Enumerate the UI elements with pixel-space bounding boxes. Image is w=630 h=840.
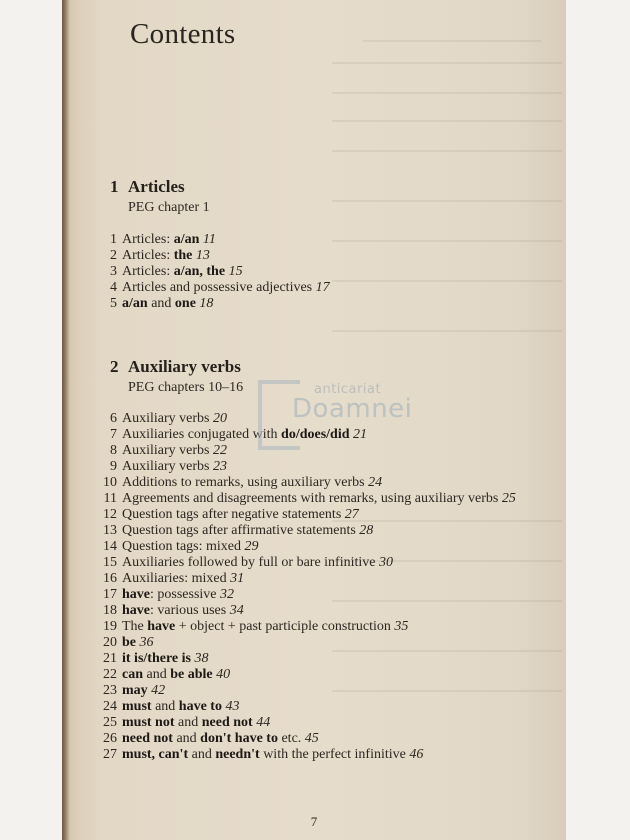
watermark-text-top: anticariat bbox=[314, 382, 382, 397]
contents-entry bbox=[92, 683, 552, 699]
entry-title bbox=[122, 667, 552, 683]
entry-number: 10 bbox=[103, 475, 117, 490]
entry-number: 22 bbox=[103, 667, 117, 682]
entry-number: 19 bbox=[103, 619, 117, 634]
contents-entry bbox=[92, 747, 552, 763]
entry-number: 18 bbox=[103, 603, 117, 618]
entry-number: 15 bbox=[103, 555, 117, 570]
entry-page-number: 27 bbox=[344, 507, 359, 522]
contents-entry bbox=[92, 491, 552, 507]
entry-number: 21 bbox=[103, 651, 117, 666]
entry-title-part: with the perfect infinitive bbox=[259, 747, 406, 762]
entry-title-part: and bbox=[174, 715, 202, 730]
entry-title-part: Agreements and disagreements with remarks, using auxiliary verbs bbox=[122, 491, 499, 506]
contents-entry bbox=[92, 555, 552, 571]
entry-title-part: and bbox=[151, 699, 179, 714]
section-title: Auxiliary verbs bbox=[128, 357, 241, 376]
entry-page-number: 20 bbox=[212, 411, 227, 426]
entry-number: 25 bbox=[103, 715, 117, 730]
entry-page-number: 29 bbox=[244, 539, 259, 554]
entry-page-number: 45 bbox=[304, 731, 319, 746]
entry-title bbox=[122, 555, 552, 571]
entry-page-number: 43 bbox=[225, 699, 240, 714]
watermark-logo bbox=[254, 380, 474, 458]
entry-title bbox=[122, 715, 552, 731]
entry-number: 12 bbox=[103, 507, 117, 522]
section-title: Articles bbox=[128, 177, 185, 196]
entry-number: 26 bbox=[103, 731, 117, 746]
entry-title-part: a/an, the bbox=[173, 264, 226, 279]
entry-title-part: don't have to bbox=[200, 731, 278, 746]
contents-entry bbox=[92, 715, 552, 731]
entry-title-part: The bbox=[122, 619, 148, 634]
entry-page-number: 38 bbox=[194, 651, 209, 666]
contents-entry bbox=[92, 280, 552, 296]
entry-title bbox=[122, 296, 552, 312]
entry-page-number: 23 bbox=[212, 459, 227, 474]
entry-list-auxiliary-verbs bbox=[92, 411, 552, 763]
entry-title-part: have bbox=[147, 619, 176, 634]
entry-list-articles bbox=[92, 232, 552, 312]
entry-title-part: Auxiliary verbs bbox=[122, 411, 210, 426]
entry-title-part: must bbox=[122, 699, 152, 714]
entry-page-number: 18 bbox=[199, 296, 214, 311]
entry-title-part: etc. bbox=[277, 731, 302, 746]
entry-title-part: a/an bbox=[173, 232, 200, 247]
entry-number: 5 bbox=[110, 296, 117, 311]
contents-entry bbox=[92, 459, 552, 475]
section-subtitle: PEG chapters 10–16 bbox=[128, 380, 244, 395]
contents-entry bbox=[92, 587, 552, 603]
entry-page-number: 46 bbox=[409, 747, 424, 762]
entry-title-part: it is/there is bbox=[122, 651, 191, 666]
contents-entry bbox=[92, 232, 552, 248]
entry-page-number: 15 bbox=[228, 264, 243, 279]
contents-entry bbox=[92, 523, 552, 539]
entry-title bbox=[122, 280, 552, 296]
entry-title-part: and bbox=[147, 296, 175, 311]
entry-number: 11 bbox=[103, 491, 117, 506]
contents-entry bbox=[92, 651, 552, 667]
contents-entry bbox=[92, 539, 552, 555]
entry-title-part: Articles and possessive adjectives bbox=[122, 280, 313, 295]
entry-number: 14 bbox=[103, 539, 117, 554]
entry-number: 24 bbox=[103, 699, 117, 714]
entry-title-part: need not bbox=[201, 715, 253, 730]
entry-number: 20 bbox=[103, 635, 117, 650]
entry-title-part: Articles: bbox=[122, 232, 174, 247]
show-through-line bbox=[332, 330, 562, 332]
entry-title bbox=[122, 651, 552, 667]
entry-title-part: Additions to remarks, using auxiliary verbs bbox=[122, 475, 365, 490]
entry-title bbox=[122, 635, 552, 651]
show-through-line bbox=[332, 200, 562, 202]
entry-title-part: must, can't bbox=[122, 747, 189, 762]
entry-title-part: Auxiliary verbs bbox=[122, 443, 210, 458]
entry-title-part: do/does/did bbox=[281, 427, 350, 442]
entry-page-number: 40 bbox=[216, 667, 231, 682]
entry-title-part: may bbox=[122, 683, 148, 698]
entry-title bbox=[122, 587, 552, 603]
page-title: Contents bbox=[130, 18, 236, 50]
entry-title-part: a/an bbox=[122, 296, 148, 311]
entry-title-part: and bbox=[172, 731, 201, 746]
entry-title-part: Question tags after negative statements bbox=[122, 507, 342, 522]
contents-entry bbox=[92, 699, 552, 715]
entry-page-number: 32 bbox=[220, 587, 234, 602]
entry-page-number: 28 bbox=[359, 523, 374, 538]
entry-page-number: 31 bbox=[230, 571, 245, 586]
book-page bbox=[62, 0, 566, 840]
entry-title-part: : possessive bbox=[150, 587, 217, 602]
contents-entry bbox=[92, 248, 552, 264]
entry-title bbox=[122, 539, 552, 555]
entry-page-number: 11 bbox=[202, 232, 216, 247]
entry-number: 17 bbox=[103, 587, 117, 602]
entry-title-part: be able bbox=[170, 667, 213, 682]
show-through-line bbox=[362, 40, 542, 42]
entry-page-number: 42 bbox=[151, 683, 166, 698]
entry-number: 16 bbox=[103, 571, 117, 586]
entry-page-number: 25 bbox=[501, 491, 516, 506]
section-number: 2 bbox=[110, 357, 119, 376]
entry-page-number: 13 bbox=[195, 248, 210, 263]
contents-entry bbox=[92, 264, 552, 280]
entry-title bbox=[122, 619, 552, 635]
contents-entry bbox=[92, 731, 552, 747]
contents-entry bbox=[92, 296, 552, 312]
entry-page-number: 24 bbox=[368, 475, 383, 490]
entry-title-part: have to bbox=[178, 699, 222, 714]
entry-page-number: 35 bbox=[394, 619, 409, 634]
entry-title-part: have bbox=[122, 603, 150, 618]
contents-entry bbox=[92, 475, 552, 491]
entry-page-number: 44 bbox=[256, 715, 271, 730]
section-number: 1 bbox=[110, 177, 119, 196]
entry-number: 13 bbox=[103, 523, 117, 538]
entry-number: 1 bbox=[110, 232, 117, 247]
show-through-line bbox=[332, 62, 562, 64]
entry-title bbox=[122, 459, 552, 475]
entry-title-part: Auxiliaries: mixed bbox=[122, 571, 227, 586]
entry-title-part: Auxiliaries conjugated with bbox=[122, 427, 282, 442]
entry-title-part: Articles: bbox=[122, 264, 174, 279]
entry-title-part: Articles: bbox=[122, 248, 174, 263]
entry-title bbox=[122, 683, 552, 699]
entry-title bbox=[122, 232, 552, 248]
entry-page-number: 21 bbox=[353, 427, 368, 442]
show-through-line bbox=[332, 120, 562, 122]
entry-page-number: 34 bbox=[229, 603, 244, 618]
entry-title bbox=[122, 603, 552, 619]
entry-title bbox=[122, 571, 552, 587]
entry-page-number: 30 bbox=[379, 555, 393, 570]
contents-entry bbox=[92, 603, 552, 619]
entry-title-part: one bbox=[174, 296, 196, 311]
page-number: 7 bbox=[310, 814, 318, 829]
entry-title-part: be bbox=[122, 635, 136, 650]
entry-number: 9 bbox=[110, 459, 117, 474]
contents-entry bbox=[92, 635, 552, 651]
entry-title bbox=[122, 731, 552, 747]
entry-title-part: and bbox=[143, 667, 171, 682]
entry-title bbox=[122, 699, 552, 715]
entry-title bbox=[122, 264, 552, 280]
contents-entry bbox=[92, 667, 552, 683]
entry-number: 4 bbox=[110, 280, 117, 295]
entry-title bbox=[122, 491, 552, 507]
contents-entry bbox=[92, 619, 552, 635]
section-subtitle: PEG chapter 1 bbox=[128, 200, 210, 215]
entry-title-part: have bbox=[122, 587, 150, 602]
entry-page-number: 36 bbox=[139, 635, 154, 650]
entry-title-part: must not bbox=[122, 715, 175, 730]
entry-title bbox=[122, 523, 552, 539]
entry-page-number: 22 bbox=[212, 443, 227, 458]
entry-title-part: Question tags: mixed bbox=[122, 539, 241, 554]
entry-title-part: needn't bbox=[215, 747, 260, 762]
entry-title-part: need not bbox=[122, 731, 173, 746]
entry-title-part: Question tags after affirmative statements bbox=[122, 523, 356, 538]
entry-number: 7 bbox=[110, 427, 117, 442]
entry-title-part: can bbox=[122, 667, 143, 682]
entry-number: 3 bbox=[110, 264, 117, 279]
entry-title-part: + object + past participle construction bbox=[175, 619, 391, 634]
entry-title-part: : various uses bbox=[150, 603, 227, 618]
entry-title-part: Auxiliary verbs bbox=[122, 459, 210, 474]
entry-number: 6 bbox=[110, 411, 117, 426]
entry-page-number: 17 bbox=[315, 280, 330, 295]
contents-entry bbox=[92, 507, 552, 523]
entry-title bbox=[122, 248, 552, 264]
entry-number: 8 bbox=[110, 443, 117, 458]
show-through-line bbox=[332, 150, 562, 152]
entry-number: 23 bbox=[103, 683, 117, 698]
entry-number: 2 bbox=[110, 248, 117, 263]
entry-title-part: and bbox=[188, 747, 216, 762]
entry-title-part: the bbox=[173, 248, 193, 263]
section-heading-articles bbox=[110, 176, 210, 216]
section-heading-auxiliary-verbs bbox=[110, 356, 243, 396]
entry-title-part: Auxiliaries followed by full or bare infinitive bbox=[122, 555, 376, 570]
entry-title bbox=[122, 475, 552, 491]
watermark-text-name: Doamnei bbox=[292, 394, 413, 424]
show-through-line bbox=[332, 92, 562, 94]
entry-title bbox=[122, 507, 552, 523]
entry-number: 27 bbox=[103, 747, 117, 762]
entry-title bbox=[122, 747, 552, 763]
contents-entry bbox=[92, 571, 552, 587]
